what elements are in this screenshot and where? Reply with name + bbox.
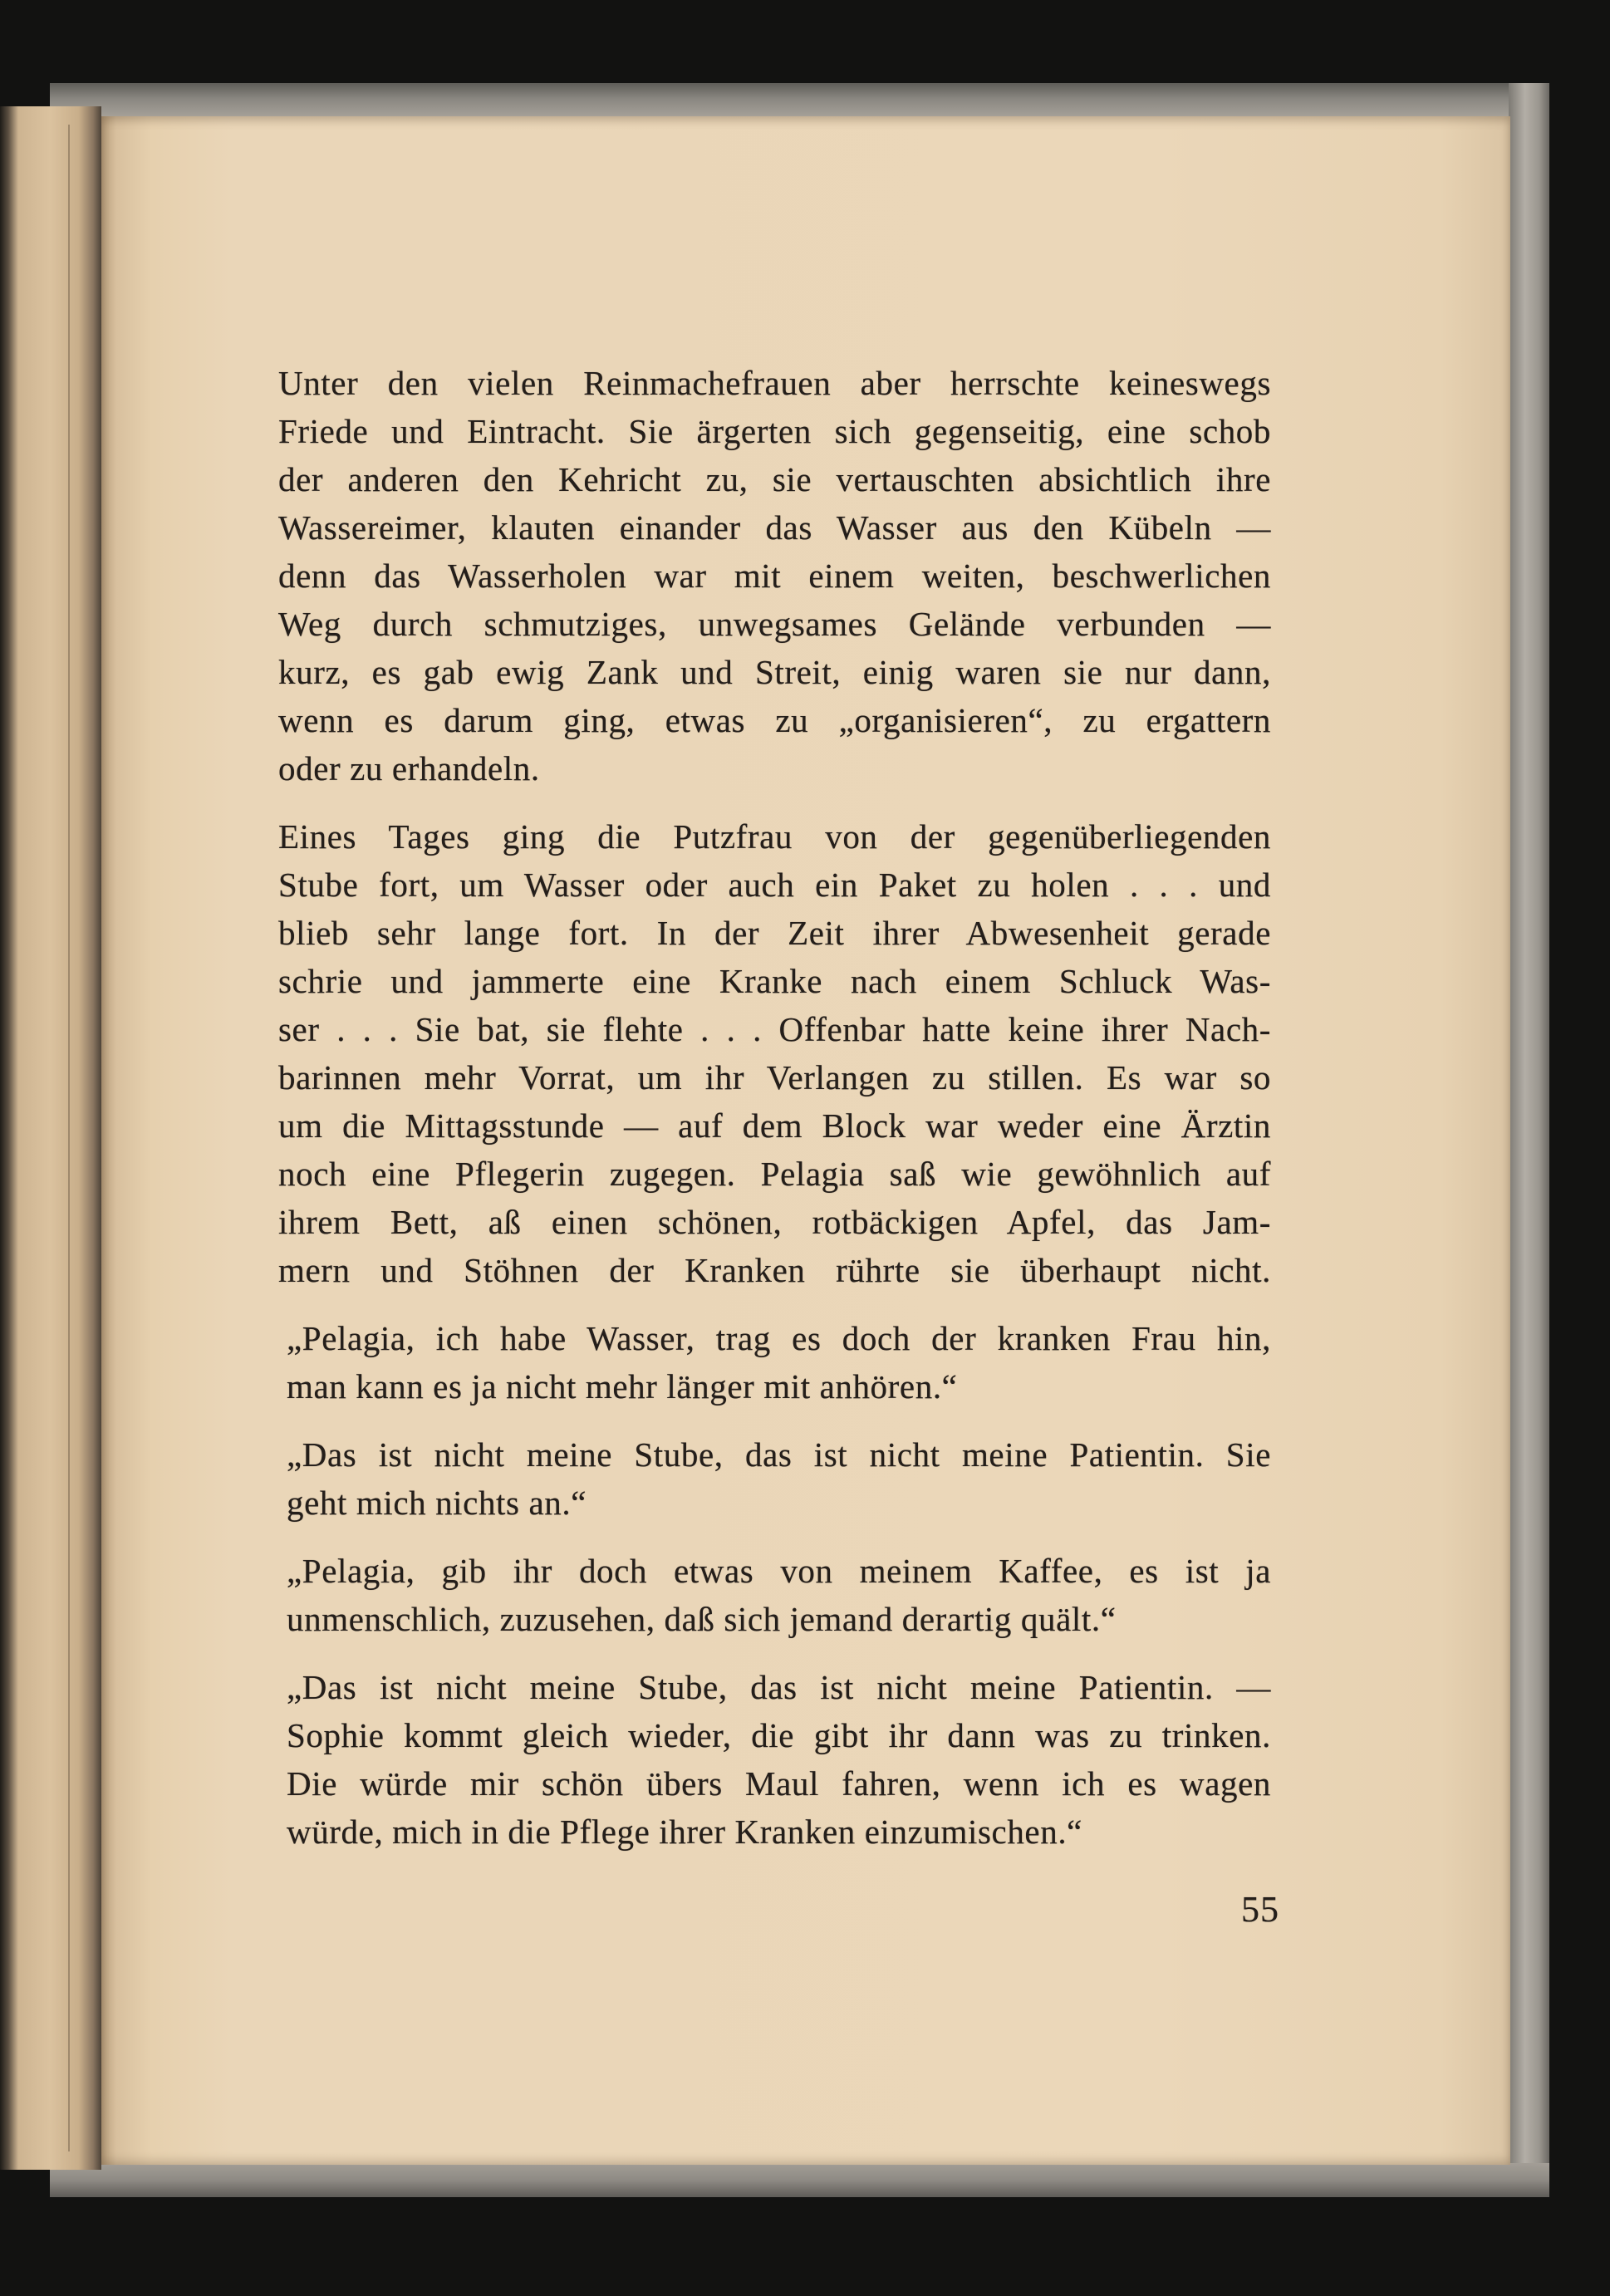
- paragraph: [278, 812, 1271, 1294]
- paragraph: [278, 359, 1271, 792]
- text-line: „Das ist nicht meine Stube, das ist nicht meine Patientin. —: [287, 1668, 1271, 1706]
- text-line: kurz, es gab ewig Zank und Streit, einig waren sie nur dann,: [278, 653, 1271, 691]
- text-line: schrie und jammerte eine Kranke nach einem Schluck Was-: [278, 962, 1271, 1000]
- text-line: noch eine Pflegerin zugegen. Pelagia saß wie gewöhnlich auf: [278, 1155, 1271, 1193]
- text-line: man kann es ja nicht mehr länger mit anhören.“: [287, 1367, 958, 1406]
- text-line: Sophie kommt gleich wieder, die gibt ihr dann was zu trinken.: [287, 1716, 1271, 1754]
- text-line: „Pelagia, ich habe Wasser, trag es doch der kranken Frau hin,: [287, 1319, 1271, 1357]
- book-cover-right-edge: [1509, 83, 1549, 2197]
- facing-page-edge: [0, 106, 101, 2170]
- text-line: Stube fort, um Wasser oder auch ein Paket zu holen . . . und: [278, 866, 1271, 904]
- text-line: geht mich nichts an.“: [287, 1484, 587, 1522]
- text-line: wenn es darum ging, etwas zu „organisieren“, zu ergattern: [278, 701, 1271, 739]
- text-line: Weg durch schmutziges, unwegsames Gelände verbunden —: [278, 605, 1271, 643]
- paragraph: [278, 1547, 1271, 1643]
- book-cover-bottom-edge: [50, 2163, 1549, 2197]
- text-line: Friede und Eintracht. Sie ärgerten sich gegenseitig, eine schob: [278, 412, 1271, 450]
- text-line: „Das ist nicht meine Stube, das ist nicht meine Patientin. Sie: [287, 1435, 1271, 1474]
- text-line: Wassereimer, klauten einander das Wasser aus den Kübeln —: [278, 508, 1271, 547]
- paragraph: [278, 1430, 1271, 1527]
- text-line: würde, mich in die Pflege ihrer Kranken einzumischen.“: [287, 1813, 1082, 1851]
- text-line: unmenschlich, zuzusehen, daß sich jemand derartig quält.“: [287, 1600, 1117, 1638]
- text-line: der anderen den Kehricht zu, sie vertauschten absichtlich ihre: [278, 460, 1271, 498]
- text-line: Unter den vielen Reinmachefrauen aber herrschte keineswegs: [278, 364, 1271, 402]
- text-line: denn das Wasserholen war mit einem weiten, beschwerlichen: [278, 557, 1271, 595]
- page-body-text: [278, 359, 1271, 1876]
- text-line: oder zu erhandeln.: [278, 749, 540, 787]
- text-line: Die würde mir schön übers Maul fahren, wenn ich es wagen: [287, 1764, 1271, 1803]
- text-line: barinnen mehr Vorrat, um ihr Verlangen zu stillen. Es war so: [278, 1058, 1271, 1096]
- book-cover-top-edge: [50, 83, 1549, 118]
- text-line: blieb sehr lange fort. In der Zeit ihrer Abwesenheit gerade: [278, 914, 1271, 952]
- text-line: um die Mittagsstunde — auf dem Block war weder eine Ärztin: [278, 1106, 1271, 1145]
- text-line: „Pelagia, gib ihr doch etwas von meinem Kaffee, es ist ja: [287, 1552, 1271, 1590]
- facing-page-fold-line: [68, 125, 70, 2151]
- text-line: ihrem Bett, aß einen schönen, rotbäckigen Apfel, das Jam-: [278, 1203, 1271, 1241]
- paragraph: [278, 1314, 1271, 1410]
- text-line: mern und Stöhnen der Kranken rührte sie überhaupt nicht.: [278, 1251, 1271, 1289]
- paragraph: [278, 1663, 1271, 1856]
- text-line: ser . . . Sie bat, sie flehte . . . Offenbar hatte keine ihrer Nach-: [278, 1010, 1271, 1048]
- page-number: 55: [1241, 1889, 1279, 1930]
- text-line: Eines Tages ging die Putzfrau von der gegenüberliegenden: [278, 817, 1271, 856]
